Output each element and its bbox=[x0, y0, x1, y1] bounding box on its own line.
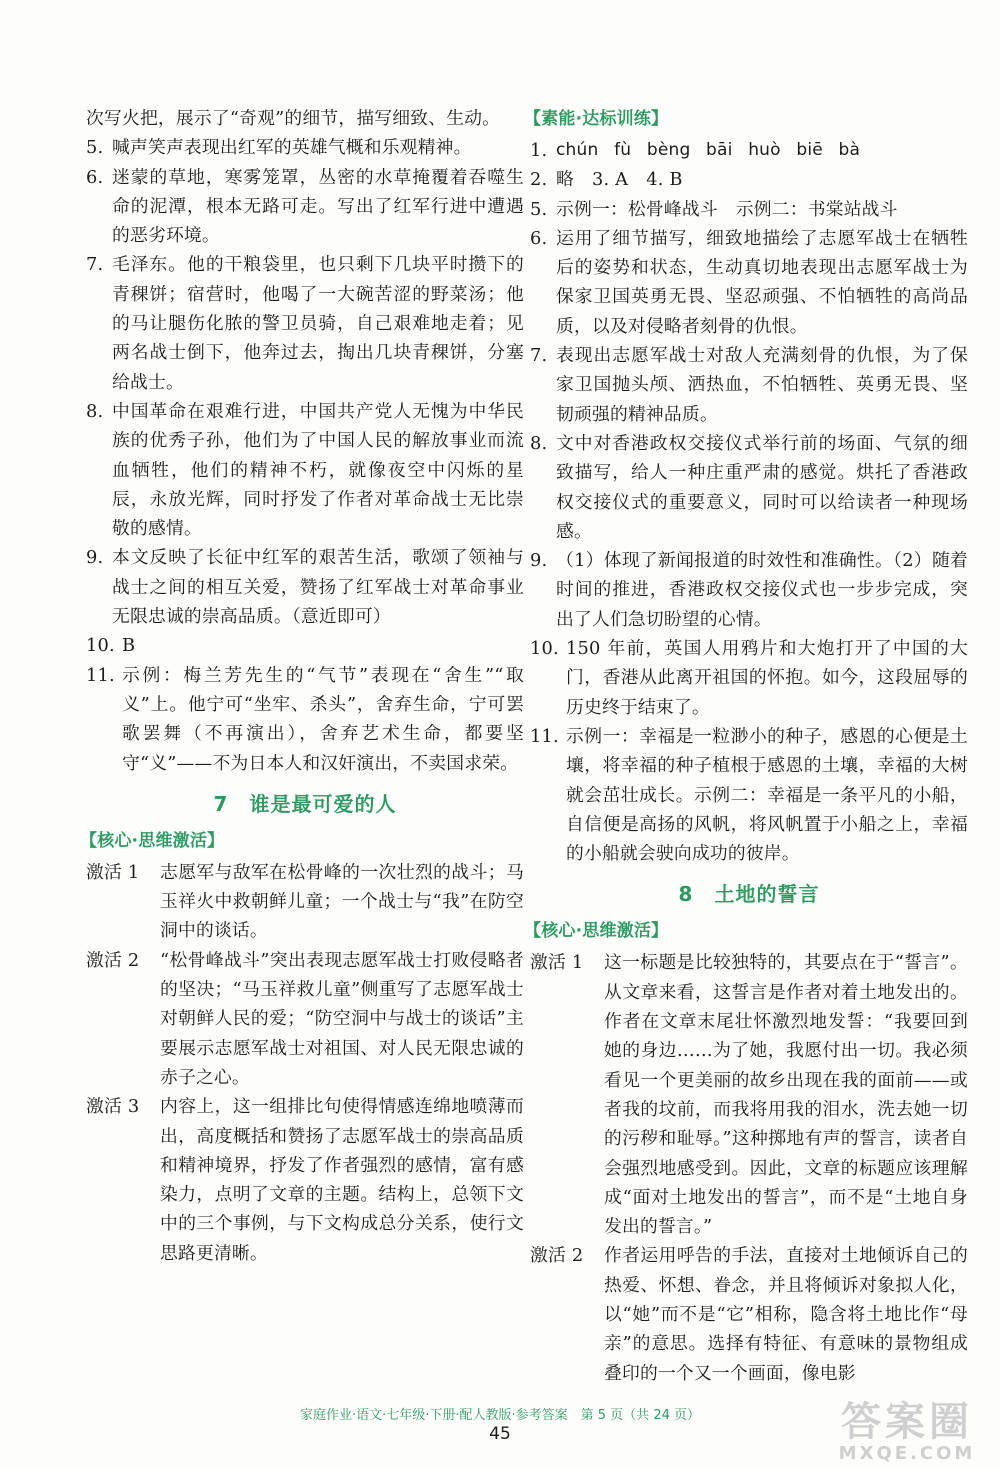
item-number: 7. bbox=[86, 254, 104, 276]
activation-text: 作者运用呼告的手法，直接对土地倾诉自己的热爱、怀想、眷念，并且将倾诉对象拟人化，以“她”而不是“它”相称，隐含将土地比作“母亲”的意思。选择有特征、有意味的景物组成叠印的一个又一个画面，像电影 bbox=[604, 1245, 968, 1384]
answer-item bbox=[530, 136, 968, 165]
activation-item bbox=[86, 858, 524, 946]
item-number: 8. bbox=[86, 400, 104, 422]
item-text: 运用了细节描写，细致地描绘了志愿军战士在牺牲后的姿势和状态，生动真切地表现出志愿军战士为保家卫国英勇无畏、坚忍顽强、不怕牺牲的高尚品质，以及对侵略者刻骨的仇恨。 bbox=[556, 227, 968, 337]
answer-item bbox=[530, 634, 968, 722]
section-header: 【核心·思维激活】 bbox=[524, 921, 669, 942]
answer-item bbox=[86, 133, 524, 162]
answer-item bbox=[530, 165, 968, 194]
item-number: 9. bbox=[86, 547, 104, 569]
item-text: 喊声笑声表现出红军的英雄气概和乐观精神。 bbox=[112, 137, 472, 159]
activation-label: 激活 1 bbox=[86, 861, 140, 883]
item-text: 本文反映了长征中红军的艰苦生活，歌颂了领袖与战士之间的相互关爱，赞扬了红军战士对革命事业无限忠诚的崇高品质。（意近即可） bbox=[112, 547, 524, 628]
answer-item bbox=[530, 341, 968, 429]
answer-item bbox=[86, 250, 524, 396]
pinyin-answer: chún fù bèng bāi huò biē bà bbox=[556, 140, 861, 160]
section-header: 【核心·思维激活】 bbox=[80, 830, 225, 851]
activation-label: 激活 2 bbox=[530, 1245, 584, 1267]
item-number: 2. bbox=[530, 169, 548, 191]
answer-item bbox=[86, 163, 524, 251]
lesson-title: 8 土地的誓言 bbox=[678, 882, 820, 907]
activation-item bbox=[86, 1092, 524, 1268]
activation-item bbox=[530, 948, 968, 1241]
answer-item bbox=[86, 543, 524, 631]
answer-item bbox=[530, 195, 968, 224]
item-number: 1. bbox=[530, 140, 548, 161]
item-number: 6. bbox=[530, 227, 548, 249]
item-number: 7. bbox=[530, 345, 548, 367]
watermark-title: 答案圈 bbox=[841, 1399, 973, 1445]
item-text: 中国革命在艰难行进，中国共产党人无愧为中华民族的优秀子孙，他们为了中国人民的解放事业而流血牺牲，他们的精神不朽，就像夜空中闪烁的星辰，永放光辉，同时抒发了作者对革命战士无比崇敬的感情。 bbox=[112, 400, 524, 540]
activation-item bbox=[86, 946, 524, 1092]
activation-text: “松骨峰战斗”突出表现志愿军战士打败侵略者的坚决；“马玉祥救儿童”侧重写了志愿军战士对朝鲜人民的爱；“防空洞中与战士的谈话”主要展示志愿军战士对祖国、对人民无限忠诚的赤子之心。 bbox=[160, 949, 524, 1088]
left-column bbox=[80, 104, 524, 1268]
item-number: 10. bbox=[530, 638, 559, 660]
section-header: 【素能·达标训练】 bbox=[524, 109, 669, 129]
item-number: 10. bbox=[86, 635, 115, 657]
item-text: 示例一：幸福是一粒渺小的种子，感恩的心便是土壤，将幸福的种子植根于感恩的土壤，幸福的大树就会茁壮成长。示例二：幸福是一条平凡的小船，自信便是高扬的风帆，将风帆置于小船之上，幸福的小船就会驶向成功的彼岸。 bbox=[566, 725, 968, 865]
item-text: 迷蒙的草地，寒雾笼罩，丛密的水草掩覆着吞噬生命的泥潭，根本无路可走。写出了红军行进中遭遇的恶劣环境。 bbox=[112, 166, 524, 247]
lesson-title: 7 谁是最可爱的人 bbox=[213, 791, 397, 816]
item-number: 8. bbox=[530, 432, 548, 454]
activation-label: 激活 1 bbox=[530, 952, 584, 974]
answer-item bbox=[530, 429, 968, 546]
page-footer: 家庭作业·语文·七年级·下册·配人教版·参考答案 第 5 页（共 24 页） bbox=[299, 1408, 700, 1423]
item-number: 6. bbox=[86, 166, 104, 188]
activation-item bbox=[530, 1241, 968, 1387]
activation-label: 激活 2 bbox=[86, 949, 140, 971]
activation-text: 志愿军与敌军在松骨峰的一次壮烈的战斗；马玉祥火中救朝鲜儿童；一个战士与“我”在防空洞中的谈话。 bbox=[160, 861, 524, 942]
lead-paragraph: 次写火把，展示了“奇观”的细节，描写细致、生动。 bbox=[86, 108, 501, 129]
answer-item bbox=[86, 397, 524, 543]
activation-text: 这一标题是比较独特的，其要点在于“誓言”。从文章来看，这誓言是作者对着土地发出的。作者在文章末尾壮怀激烈地发誓：“我要回到她的身边……为了她，我愿付出一切。我必须看见一个更美丽的故乡出现在我的面前——或者我的坟前，而我将用我的泪水，洗去她一切的污秽和耻辱。”这种掷地有声的誓言，读者自会强烈地感受到。因此，文章的标题应该理解成“面对土地发出的誓言”，而不是“土地自身发出的誓言。” bbox=[604, 952, 968, 1238]
item-text: 示例一：松骨峰战斗 示例二：书棠站战斗 bbox=[556, 198, 898, 220]
item-text: 略 3. A 4. B bbox=[556, 169, 683, 191]
answer-item bbox=[86, 661, 524, 778]
item-text: （1）体现了新闻报道的时效性和准确性。（2）随着时间的推进，香港政权交接仪式也一步步完成，突出了人们急切盼望的心情。 bbox=[556, 550, 968, 630]
item-number: 11. bbox=[530, 725, 559, 747]
activation-text: 内容上，这一组排比句使得情感连绵地喷薄而出，高度概括和赞扬了志愿军战士的崇高品质和精神境界，抒发了作者强烈的感情，富有感染力，点明了文章的主题。结构上，总领下文中的三个事例，与下文构成总分关系，使行文思路更清晰。 bbox=[160, 1096, 524, 1264]
item-text: 毛泽东。他的干粮袋里，也只剩下几块平时攒下的青稞饼；宿营时，他喝了一大碗苦涩的野菜汤；他的马让腿伤化脓的警卫员骑，自己艰难地走着；见两名战士倒下，他奔过去，掏出几块青稞饼，分塞给战士。 bbox=[112, 254, 524, 393]
watermark-url: MXQE.COM bbox=[838, 1443, 976, 1464]
item-text: 文中对香港政权交接仪式举行前的场面、气氛的细致描写，给人一种庄重严肃的感觉。烘托了香港政权交接仪式的重要意义，同时可以给读者一种现场感。 bbox=[556, 432, 968, 542]
activation-label: 激活 3 bbox=[86, 1096, 140, 1118]
answer-item bbox=[530, 722, 968, 868]
answer-item bbox=[86, 631, 524, 660]
item-number: 5. bbox=[530, 198, 548, 220]
item-number: 9. bbox=[530, 550, 548, 572]
page-number: 45 bbox=[489, 1424, 511, 1444]
item-text: 表现出志愿军战士对敌人充满刻骨的仇恨，为了保家卫国抛头颅、洒热血，不怕牺牲、英勇无畏、坚韧顽强的精神品质。 bbox=[556, 345, 968, 425]
item-text: 示例：梅兰芳先生的“气节”表现在“舍生”“取义”上。他宁可“坐牢、杀头”，舍弃生命，宁可罢歌罢舞（不再演出），舍弃艺术生命，都要坚守“义”——不为日本人和汉奸演出，不卖国求荣。 bbox=[122, 664, 524, 774]
right-column bbox=[524, 104, 968, 1388]
answer-item bbox=[530, 546, 968, 634]
item-text: B bbox=[122, 635, 136, 657]
answer-item bbox=[530, 224, 968, 341]
watermark-logo bbox=[822, 1400, 992, 1464]
item-number: 11. bbox=[86, 664, 115, 686]
item-number: 5. bbox=[86, 137, 104, 159]
item-text: 150 年前，英国人用鸦片和大炮打开了中国的大门，香港从此离开祖国的怀抱。如今，这段屈辱的历史终于结束了。 bbox=[566, 638, 968, 718]
